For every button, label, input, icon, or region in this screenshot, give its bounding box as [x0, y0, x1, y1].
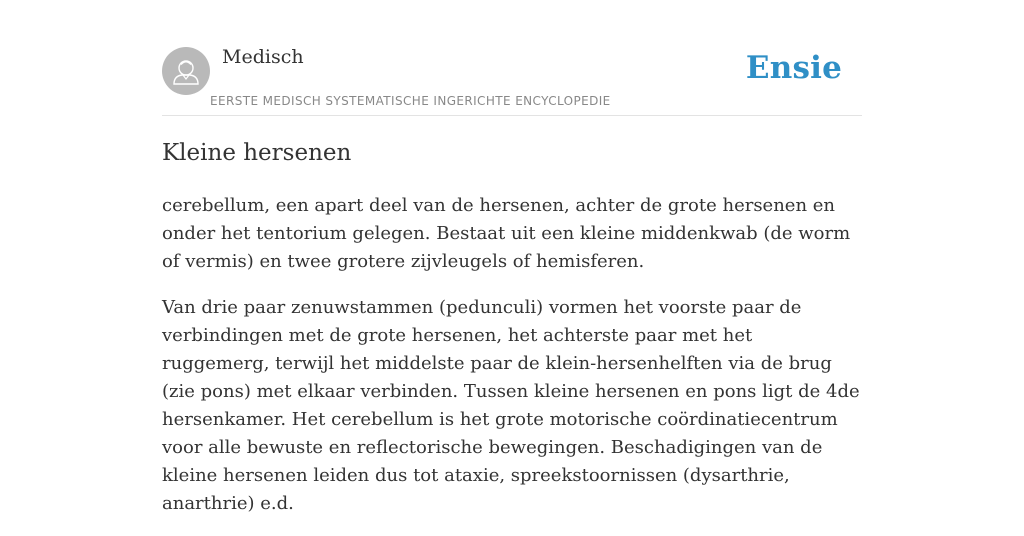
page-container — [162, 0, 862, 514]
book-subtitle: EERSTE MEDISCH SYSTEMATISCHE INGERICHTE ENCYCLOPEDIE — [210, 94, 611, 108]
avatar[interactable] — [162, 47, 210, 95]
brand-logo[interactable]: Ensie — [745, 50, 842, 86]
article-body — [162, 192, 862, 536]
book-title[interactable]: Medisch — [222, 46, 304, 68]
article-title: Kleine hersenen — [162, 140, 352, 166]
header — [162, 0, 862, 116]
article-paragraph: cerebellum, een apart deel van de hersenen, achter de grote hersenen en onder het tentorium gelegen. Bestaat uit een kleine middenkwab (de worm of vermis) en twee grotere zijvleugels of hemisferen. — [162, 195, 851, 272]
article-paragraph: Van drie paar zenuwstammen (pedunculi) vormen het voorste paar de verbindingen met de grote hersenen, het achterste paar met het ruggemerg, terwijl het middelste paar de klein-hersenhelften via de brug (zie pons) met elkaar verbinden. Tussen kleine hersenen en pons ligt de 4de hersenkamer. Het cerebellum is het grote motorische coördinatiecentrum voor alle bewuste en reflectorische bewegingen. Beschadigingen van de kleine hersenen leiden dus tot ataxie, spreekstoornissen (dysarthrie, anarthrie) e.d. — [162, 297, 860, 514]
user-icon — [162, 47, 210, 95]
